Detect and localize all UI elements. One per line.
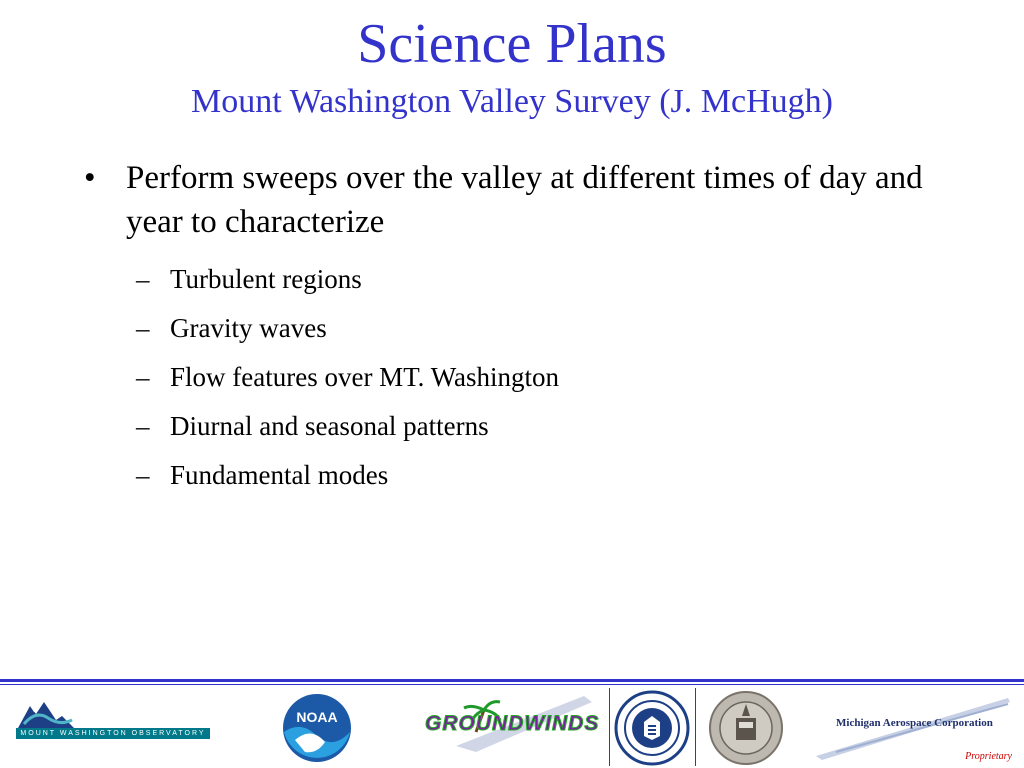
dash-marker: – bbox=[136, 313, 150, 343]
sub-bullet-text: Gravity waves bbox=[170, 313, 327, 343]
main-bullet bbox=[84, 156, 924, 244]
sub-bullet bbox=[136, 451, 896, 500]
sub-bullet bbox=[136, 402, 896, 451]
bullet-marker: • bbox=[84, 160, 96, 196]
dash-marker: – bbox=[136, 411, 150, 441]
footer-rule-thin bbox=[0, 684, 1024, 685]
bullet-text: Perform sweeps over the valley at different times of day and year to characterize bbox=[126, 160, 923, 240]
proprietary-label: Proprietary bbox=[965, 751, 1012, 762]
slide-title: Science Plans bbox=[357, 13, 667, 75]
sub-bullet-text: Diurnal and seasonal patterns bbox=[170, 411, 489, 441]
slide-subtitle: Mount Washington Valley Survey (J. McHugh) bbox=[191, 83, 833, 120]
sub-bullet-text: Fundamental modes bbox=[170, 460, 389, 490]
noaa-logo bbox=[281, 692, 353, 764]
unh-seal bbox=[614, 690, 690, 766]
sub-bullet-text: Turbulent regions bbox=[170, 264, 362, 294]
groundwinds-label: GROUNDWINDS bbox=[425, 712, 600, 735]
logo-separator bbox=[695, 688, 696, 766]
dash-marker: – bbox=[136, 362, 150, 392]
mwo-label: MOUNT WASHINGTON OBSERVATORY bbox=[16, 728, 210, 739]
dash-marker: – bbox=[136, 264, 150, 294]
mount-washington-logo bbox=[16, 698, 76, 730]
sub-bullet bbox=[136, 304, 896, 353]
mac-label: Michigan Aerospace Corporation bbox=[836, 717, 993, 729]
footer-rule bbox=[0, 679, 1024, 682]
sub-bullet bbox=[136, 255, 896, 304]
university-seal bbox=[706, 690, 786, 766]
sub-bullet bbox=[136, 353, 896, 402]
noaa-text: NOAA bbox=[296, 709, 338, 725]
sub-bullet-list bbox=[136, 255, 896, 500]
dash-marker: – bbox=[136, 460, 150, 490]
logo-separator bbox=[609, 688, 610, 766]
sub-bullet-text: Flow features over MT. Washington bbox=[170, 362, 560, 392]
